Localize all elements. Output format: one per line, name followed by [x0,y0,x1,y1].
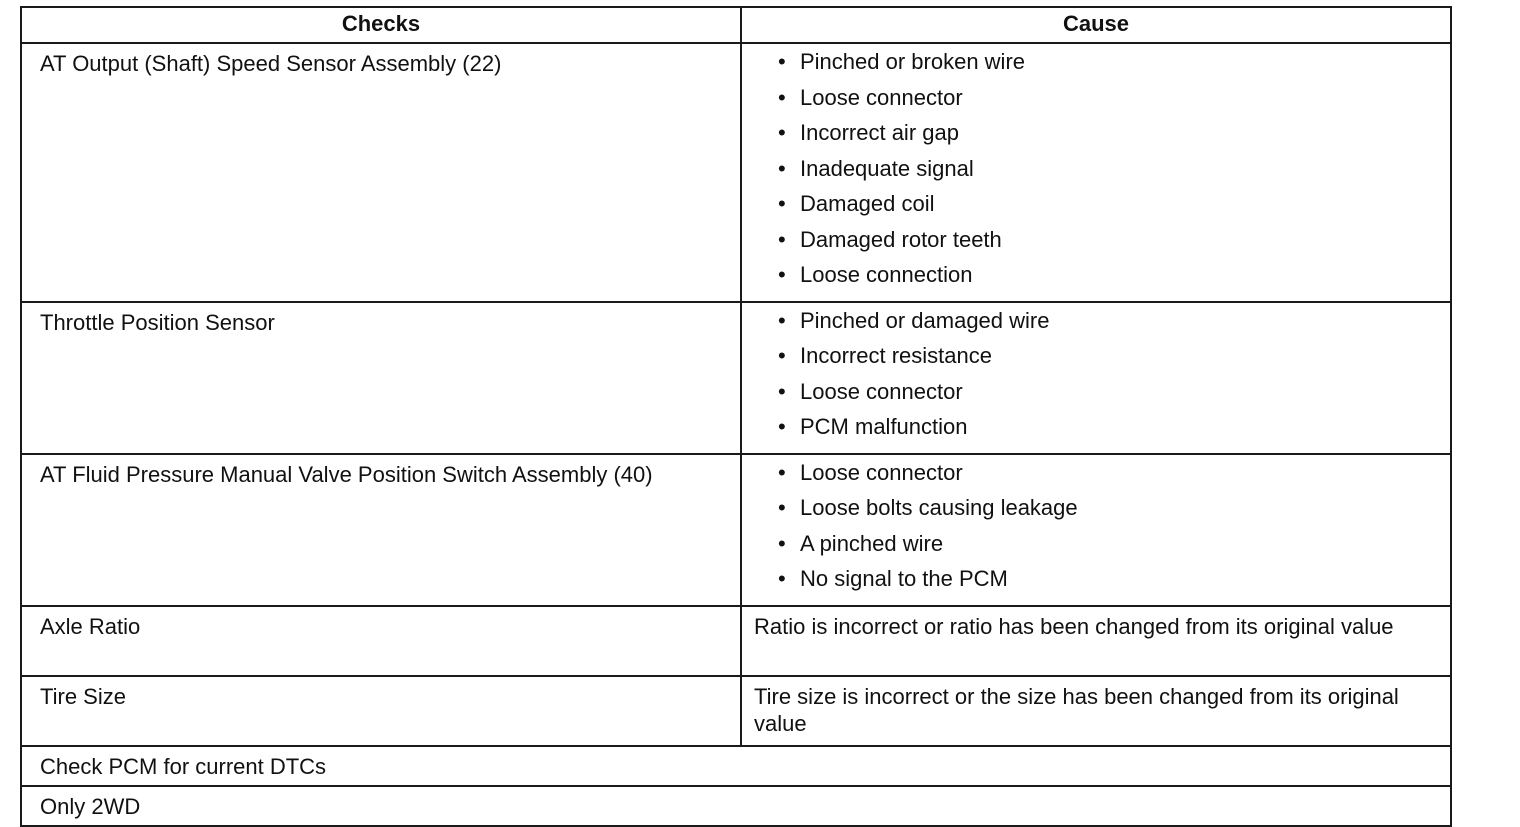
checks-header: Checks [21,7,741,43]
bullet-icon: • [778,84,786,110]
header-row [21,7,1451,43]
table-row [21,43,1451,302]
bullet-icon: • [778,495,786,520]
cause-list [778,459,1440,601]
note-cell: Check PCM for current DTCs [21,746,1451,786]
cause-cell [741,302,1451,454]
cause-header: Cause [741,7,1451,43]
cause-item: • PCM malfunction [778,414,968,439]
cause-text-cell: Tire size is incorrect or the size has been changed from its original value [741,676,1451,746]
table-row [21,302,1451,454]
cause-item: • Incorrect resistance [778,343,992,368]
cause-item: • Pinched or broken wire [778,49,1026,74]
cause-item: • Loose bolts causing leakage [778,495,1078,520]
cause-list [778,307,1440,449]
bullet-icon: • [778,566,786,591]
cause-cell [741,43,1451,302]
cause-item: • Loose connector [778,84,963,110]
bullet-icon: • [778,414,786,439]
bullet-icon: • [778,307,786,333]
bullet-icon: • [778,378,786,404]
table-row [21,606,1451,676]
cause-cell [741,454,1451,606]
bullet-icon: • [778,226,786,252]
cause-item: • Loose connector [778,459,963,485]
cause-item: • Incorrect air gap [778,120,959,145]
check-cell: AT Output (Shaft) Speed Sensor Assembly (22) [21,43,741,302]
bullet-icon: • [778,155,786,181]
cause-item: • Loose connector [778,378,963,404]
note-cell: Only 2WD [21,786,1451,826]
check-cell: Tire Size [21,676,741,746]
check-cell: AT Fluid Pressure Manual Valve Position Switch Assembly (40) [21,454,741,606]
bullet-icon: • [778,49,786,74]
check-cell: Throttle Position Sensor [21,302,741,454]
cause-item: • A pinched wire [778,530,944,556]
bullet-icon: • [778,262,786,287]
bullet-icon: • [778,120,786,145]
diagnostic-table [20,6,1452,827]
check-cell: Axle Ratio [21,606,741,676]
table-row [21,786,1451,826]
cause-item: • Damaged rotor teeth [778,226,1002,252]
table-row [21,676,1451,746]
cause-text-cell: Ratio is incorrect or ratio has been changed from its original value [741,606,1451,676]
cause-item: • Inadequate signal [778,155,974,181]
bullet-icon: • [778,191,786,216]
cause-item: • No signal to the PCM [778,566,1008,591]
bullet-icon: • [778,530,786,556]
bullet-icon: • [778,343,786,368]
cause-item: • Loose connection [778,262,973,287]
bullet-icon: • [778,459,786,485]
cause-list [778,48,1440,297]
cause-item: • Damaged coil [778,191,935,216]
table-row [21,746,1451,786]
table-row [21,454,1451,606]
cause-item: • Pinched or damaged wire [778,307,1050,333]
